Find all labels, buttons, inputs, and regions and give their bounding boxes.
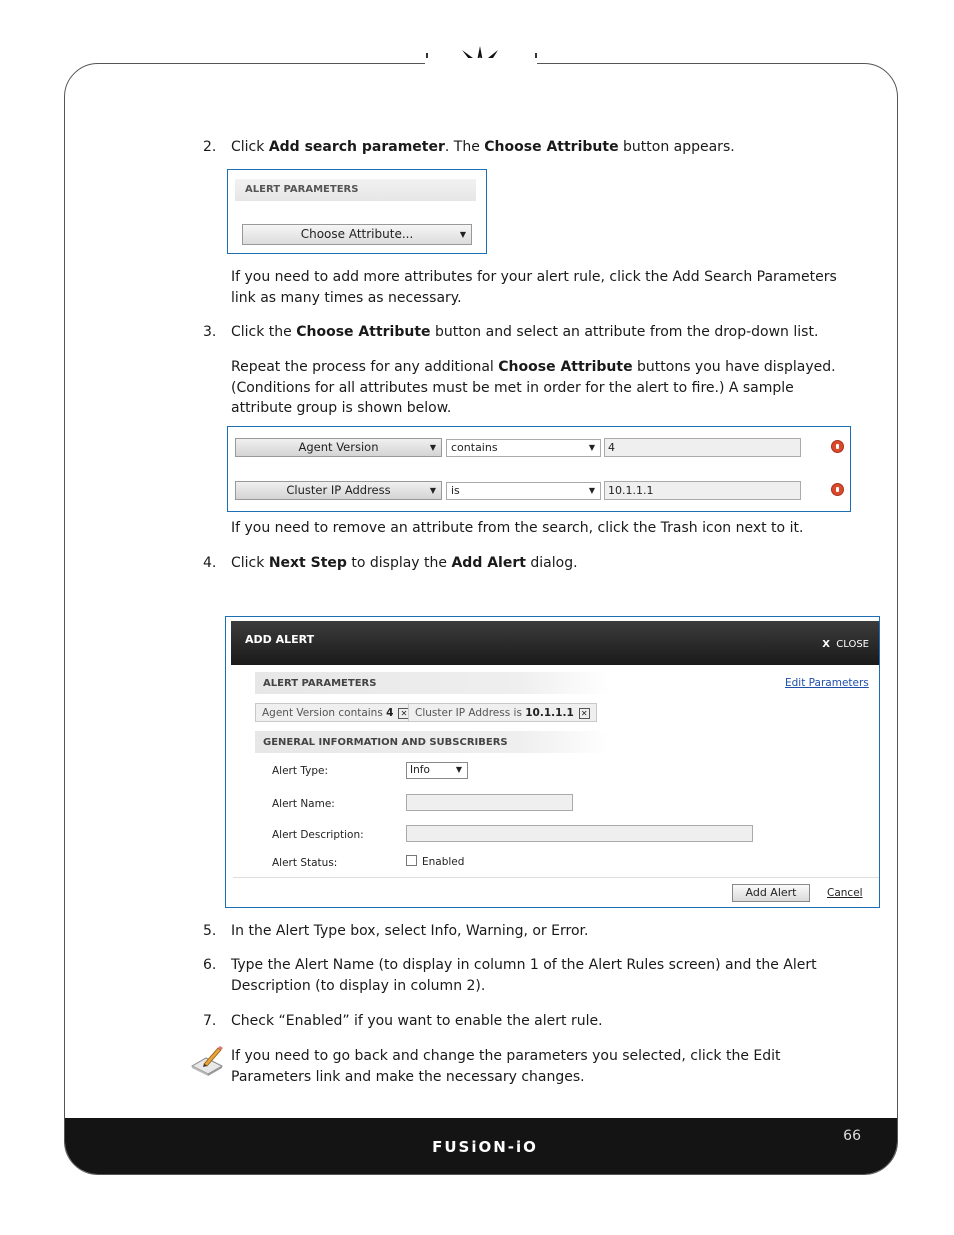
add-alert-dialog-screenshot (225, 616, 880, 908)
dropdown-caret-icon: ▼ (455, 765, 462, 774)
step-number: 2. (203, 139, 217, 155)
remove-chip-icon[interactable]: ✕ (579, 708, 590, 719)
dropdown-caret-icon: ▼ (429, 486, 436, 495)
divider (233, 877, 879, 878)
step-3-paragraph: Repeat the process for any additional Choose Attribute buttons you have displayed. (Conditions for all attributes must be met in order for the alert to fire.) A sample attribute group is shown below. (231, 359, 836, 416)
alert-status-label: Alert Status: (272, 857, 338, 869)
footer-logo: FUSiON-iO (432, 1138, 538, 1156)
dropdown-caret-icon: ▼ (588, 486, 595, 495)
operator-select[interactable]: is ▼ (446, 482, 601, 500)
edit-parameters-link[interactable]: Edit Parameters (785, 677, 869, 689)
step-text: Check “Enabled” if you want to enable the alert rule. (231, 1013, 603, 1029)
dropdown-caret-icon: ▼ (459, 230, 466, 239)
remove-attribute-paragraph: If you need to remove an attribute from the search, click the Trash icon next to it. (231, 520, 804, 536)
parameter-chip: Cluster IP Address is 10.1.1.1 ✕ (408, 703, 597, 722)
page-footer (65, 1118, 897, 1174)
step-number: 7. (203, 1013, 217, 1029)
value-input[interactable]: 10.1.1.1 (604, 481, 801, 500)
note-paragraph: If you need to go back and change the parameters you selected, click the Edit Parameters link and make the necessary changes. (231, 1048, 781, 1085)
cancel-link[interactable]: Cancel (827, 887, 863, 899)
alert-type-label: Alert Type: (272, 765, 328, 777)
note-pencil-icon (190, 1044, 224, 1076)
operator-select[interactable]: contains ▼ (446, 439, 601, 457)
parameter-chip: Agent Version contains 4 ✕ (255, 703, 416, 722)
step-text: Click Next Step to display the Add Alert dialog. (231, 555, 578, 571)
step-number: 5. (203, 923, 217, 939)
enabled-label: Enabled (422, 856, 465, 868)
attribute-select[interactable]: Agent Version ▼ (235, 438, 442, 457)
trash-icon[interactable] (831, 440, 844, 453)
choose-attribute-select[interactable]: Choose Attribute... ▼ (242, 224, 472, 245)
alert-name-input[interactable] (406, 794, 573, 811)
alert-parameters-section: ALERT PARAMETERS (255, 672, 610, 694)
dropdown-caret-icon: ▼ (429, 443, 436, 452)
dialog-title-bar (231, 621, 879, 665)
remove-chip-icon[interactable]: ✕ (398, 708, 409, 719)
page-number: 66 (843, 1128, 861, 1144)
alert-type-select[interactable]: Info ▼ (406, 762, 468, 779)
add-alert-button[interactable]: Add Alert (732, 884, 810, 902)
frame-gap (425, 58, 537, 70)
close-button[interactable]: X CLOSE (822, 639, 869, 650)
general-information-section: GENERAL INFORMATION AND SUBSCRIBERS (255, 731, 610, 753)
value-input[interactable]: 4 (604, 438, 801, 457)
dialog-title: ADD ALERT (245, 633, 315, 646)
step-text: Type the Alert Name (to display in column 1 of the Alert Rules screen) and the Alert Description (to display in column 2). (231, 957, 817, 994)
step-2-paragraph: If you need to add more attributes for your alert rule, click the Add Search Parameters link as many times as necessary. (231, 269, 837, 306)
step-text: Click Add search parameter. The Choose Attribute button appears. (231, 139, 735, 155)
close-icon: X (822, 639, 830, 650)
trash-icon[interactable] (831, 483, 844, 496)
step-text: In the Alert Type box, select Info, Warning, or Error. (231, 923, 589, 939)
attribute-select[interactable]: Cluster IP Address ▼ (235, 481, 442, 500)
alert-description-input[interactable] (406, 825, 753, 842)
choose-attribute-screenshot (227, 169, 487, 254)
step-number: 6. (203, 957, 217, 973)
step-number: 3. (203, 324, 217, 340)
attribute-group-screenshot (227, 426, 851, 512)
step-number: 4. (203, 555, 217, 571)
dropdown-caret-icon: ▼ (588, 443, 595, 452)
alert-parameters-header: ALERT PARAMETERS (235, 179, 476, 201)
alert-name-label: Alert Name: (272, 798, 335, 810)
step-text: Click the Choose Attribute button and select an attribute from the drop-down list. (231, 324, 819, 340)
alert-description-label: Alert Description: (272, 829, 364, 841)
enabled-checkbox[interactable] (406, 855, 417, 866)
